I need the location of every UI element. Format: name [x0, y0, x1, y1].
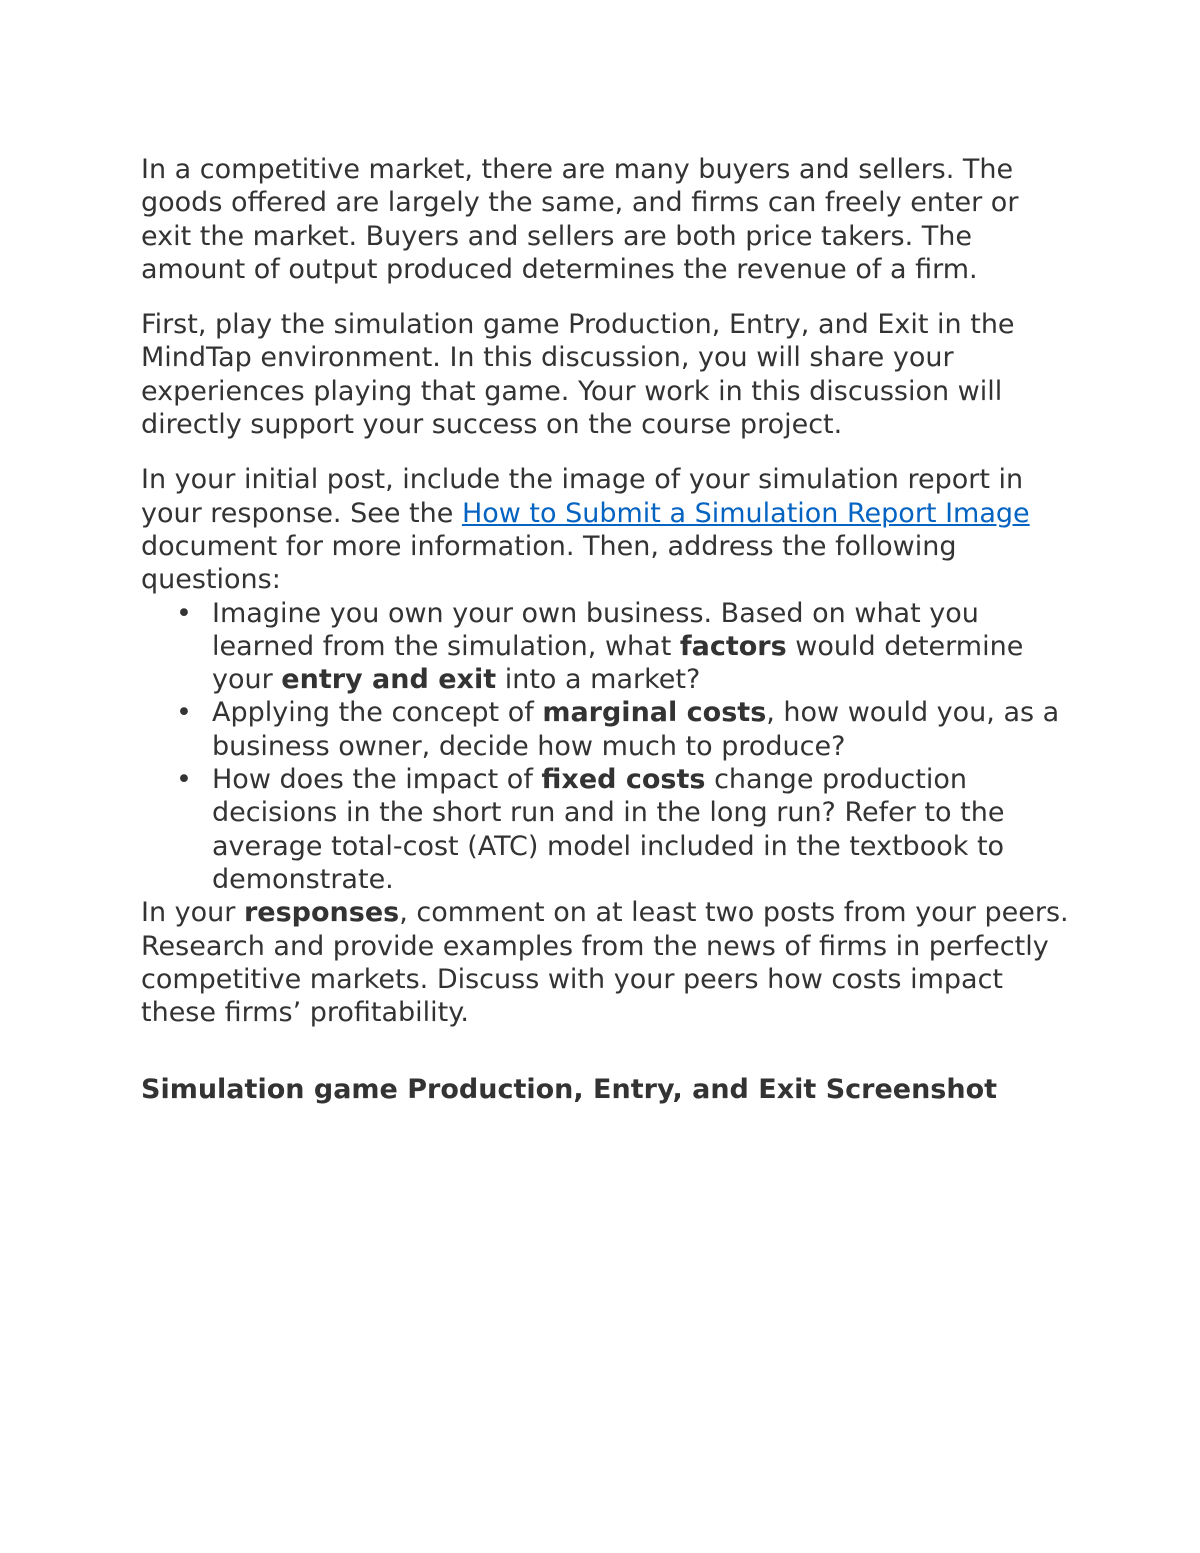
simulation-report-link[interactable]: How to Submit a Simulation Report Image	[461, 497, 1030, 529]
bullet-icon: •	[176, 697, 192, 729]
bullet-icon: •	[176, 597, 192, 629]
bullet-icon: •	[176, 764, 192, 796]
responses-text-continued: , comment on at least two posts from your peers. Research and provide examples from the news of firms in perfectly competitive markets. Discuss with your peers how costs impact these firms’ profitability.	[141, 897, 1069, 1029]
initial-post-text-continued: document for more information. Then, address the following questions:	[141, 530, 957, 596]
responses-emphasis: responses	[243, 897, 400, 929]
questions-list	[141, 597, 1071, 897]
question-emphasis: fixed costs	[541, 764, 706, 796]
list-item	[176, 597, 1071, 697]
question-text: change production decisions in the short run and in the long run? Refer to the average total-cost (ATC) model included in the textbook to demonstrate.	[212, 764, 1005, 895]
initial-post-text: In your initial post, include the image of your simulation report in your response. See the	[141, 464, 1024, 529]
question-text: would determine your	[212, 630, 1024, 696]
question-emphasis: factors	[679, 630, 787, 662]
question-emphasis: entry and exit	[281, 664, 497, 696]
question-text: Imagine you own your own business. Based on what you learned from the simulation, what	[212, 597, 979, 662]
question-text: into a market?	[496, 664, 701, 696]
document-body	[141, 153, 1071, 1107]
screenshot-heading: Simulation game Production, Entry, and Exit Screenshot	[141, 1074, 998, 1106]
initial-post-paragraph	[141, 463, 1071, 596]
question-text: Applying the concept of	[212, 697, 543, 729]
question-text: How does the impact of	[212, 764, 542, 796]
question-emphasis: marginal costs	[542, 697, 767, 729]
responses-text: In your	[141, 897, 244, 929]
question-text: , how would you, as a business owner, decide how much to produce?	[212, 697, 1060, 762]
list-item	[176, 763, 1071, 896]
instructions-paragraph: First, play the simulation game Production, Entry, and Exit in the MindTap environment. In this discussion, you will share your experiences playing that game. Your work in this discussion will directly support your success on the course project.	[141, 309, 1015, 441]
responses-paragraph	[141, 896, 1071, 1029]
list-item	[176, 696, 1071, 763]
intro-paragraph: In a competitive market, there are many buyers and sellers. The goods offered are largely the same, and firms can freely enter or exit the market. Buyers and sellers are both price takers. The amount of output produced determines the revenue of a firm.	[141, 154, 1019, 285]
